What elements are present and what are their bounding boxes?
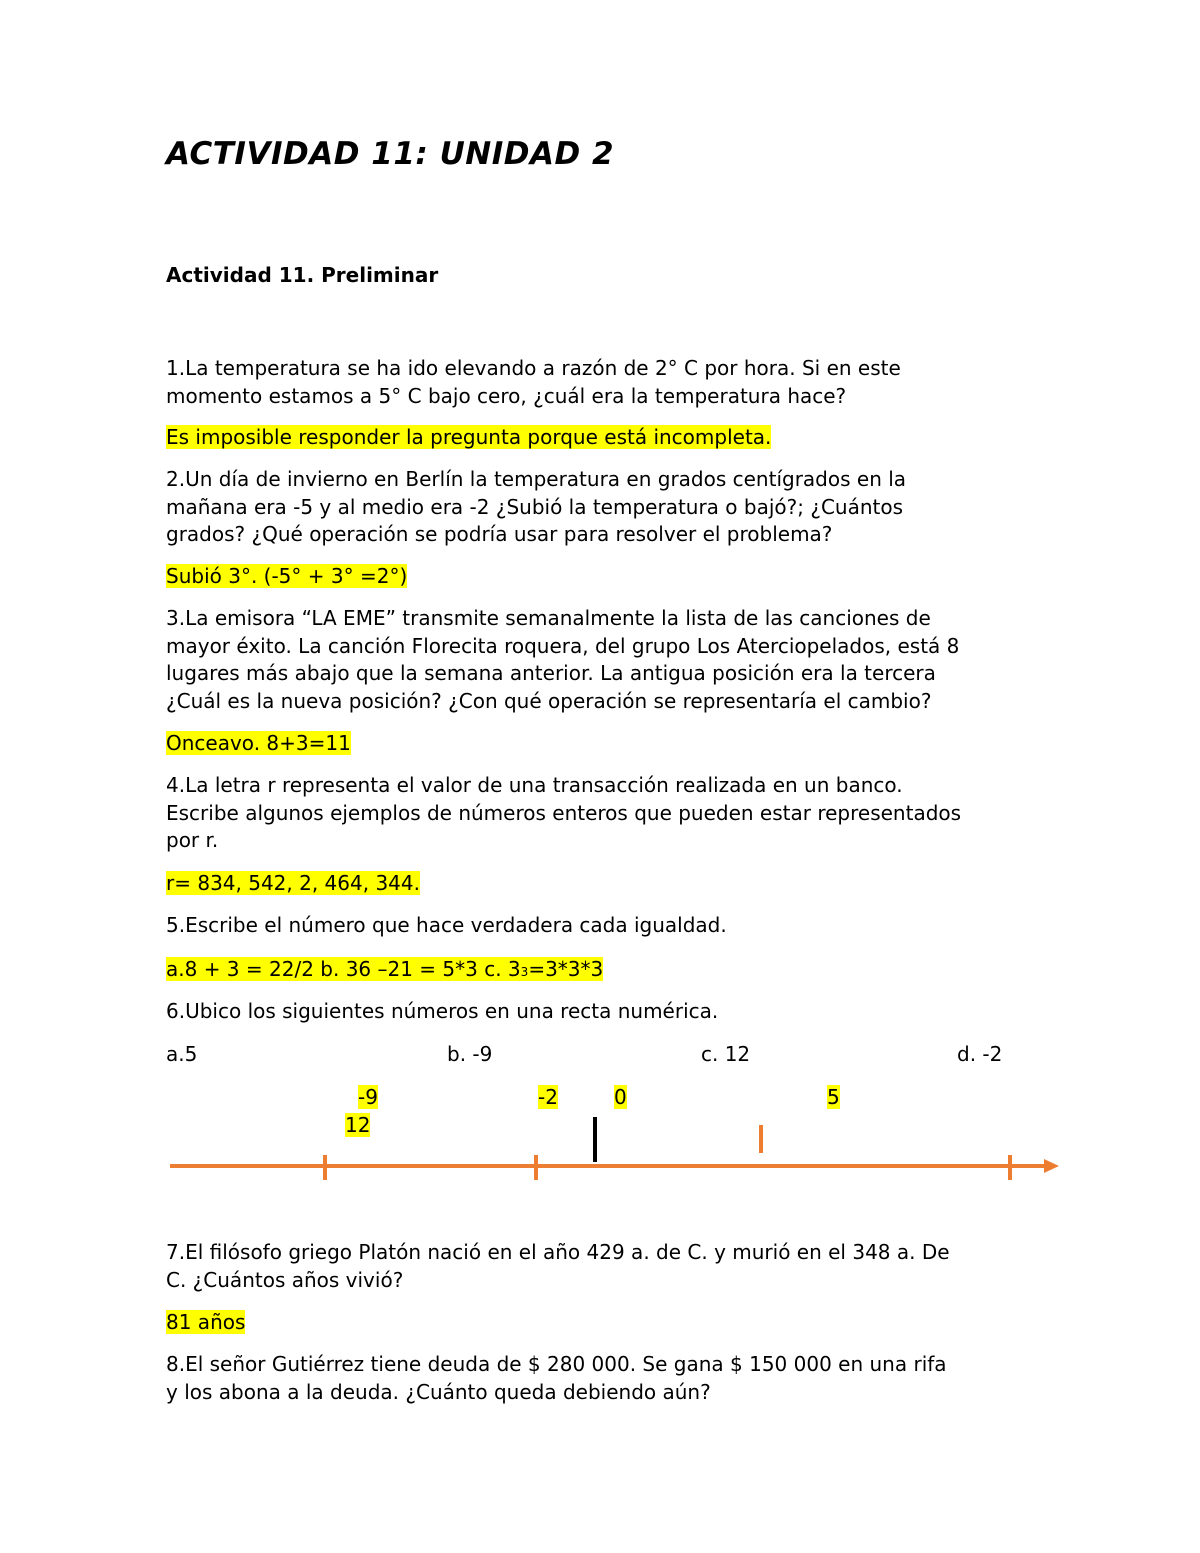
answer-5-part2: =3*3*3 xyxy=(528,957,604,981)
question-4-line: Escribe algunos ejemplos de números enteros que pueden estar representados xyxy=(166,800,962,825)
section-subtitle: Actividad 11. Preliminar xyxy=(166,263,439,287)
item-b: b. -9 xyxy=(447,1042,493,1066)
question-7-line: C. ¿Cuántos años vivió? xyxy=(166,1267,404,1292)
question-3-line: lugares más abajo que la semana anterior. La antigua posición era la tercera xyxy=(166,661,936,685)
question-2-line: 2.Un día de invierno en Berlín la temperatura en grados centígrados en la xyxy=(166,467,907,491)
number-label-12: 12 xyxy=(345,1113,371,1137)
number-label-0: 0 xyxy=(614,1085,627,1109)
question-1-line: 1.La temperatura se ha ido elevando a razón de 2° C por hora. Si en este xyxy=(166,356,901,380)
question-3-line: 3.La emisora “LA EME” transmite semanalmente la lista de las canciones de xyxy=(166,606,931,630)
number-line-arrowhead xyxy=(1044,1159,1059,1173)
question-3-line: mayor éxito. La canción Florecita roquera, del grupo Los Aterciopelados, está 8 xyxy=(166,633,960,658)
question-8-line: 8.El señor Gutiérrez tiene deuda de $ 280 000. Se gana $ 150 000 en una rifa xyxy=(166,1352,947,1376)
question-4-line: 4.La letra r representa el valor de una transacción realizada en un banco. xyxy=(166,773,903,797)
document-title: ACTIVIDAD 11: UNIDAD 2 xyxy=(166,136,615,172)
question-2-line: mañana era -5 y al medio era -2 ¿Subió la temperatura o bajó?; ¿Cuántos xyxy=(166,494,904,519)
answer-3-text: Onceavo. 8+3=11 xyxy=(166,731,351,755)
question-8-line: y los abona a la deuda. ¿Cuánto queda debiendo aún? xyxy=(166,1379,711,1404)
answer-5-exponent: 3 xyxy=(520,965,529,979)
answer-7 xyxy=(166,1310,245,1334)
answer-1-text: Es imposible responder la pregunta porque está incompleta. xyxy=(166,425,772,449)
number-label-5: 5 xyxy=(827,1085,840,1109)
item-c: c. 12 xyxy=(701,1042,751,1066)
answer-4-text: r= 834, 542, 2, 464, 344. xyxy=(166,871,420,895)
question-6-line: 6.Ubico los siguientes números en una recta numérica. xyxy=(166,999,719,1023)
answer-7-text: 81 años xyxy=(166,1310,246,1334)
answer-2-text: Subió 3°. (-5° + 3° =2°) xyxy=(166,564,408,588)
question-4-line: por r. xyxy=(166,828,219,852)
answer-5-part1: a.8 + 3 = 22/2 b. 36 –21 = 5*3 c. 3 xyxy=(166,957,521,981)
question-3-line: ¿Cuál es la nueva posición? ¿Con qué operación se representaría el cambio? xyxy=(166,688,932,713)
question-2-line: grados? ¿Qué operación se podría usar para resolver el problema? xyxy=(166,522,833,546)
number-label-minus2: -2 xyxy=(538,1085,558,1109)
question-8 xyxy=(166,1351,947,1406)
item-a: a.5 xyxy=(166,1042,198,1066)
question-1-line: momento estamos a 5° C bajo cero, ¿cuál era la temperatura hace? xyxy=(166,383,847,408)
question-5-line: 5.Escribe el número que hace verdadera cada igualdad. xyxy=(166,913,727,937)
number-label-minus9: -9 xyxy=(358,1085,378,1109)
question-7-line: 7.El filósofo griego Platón nació en el año 429 a. de C. y murió en el 348 a. De xyxy=(166,1240,950,1264)
item-d: d. -2 xyxy=(957,1042,1003,1066)
question-7 xyxy=(166,1239,950,1294)
